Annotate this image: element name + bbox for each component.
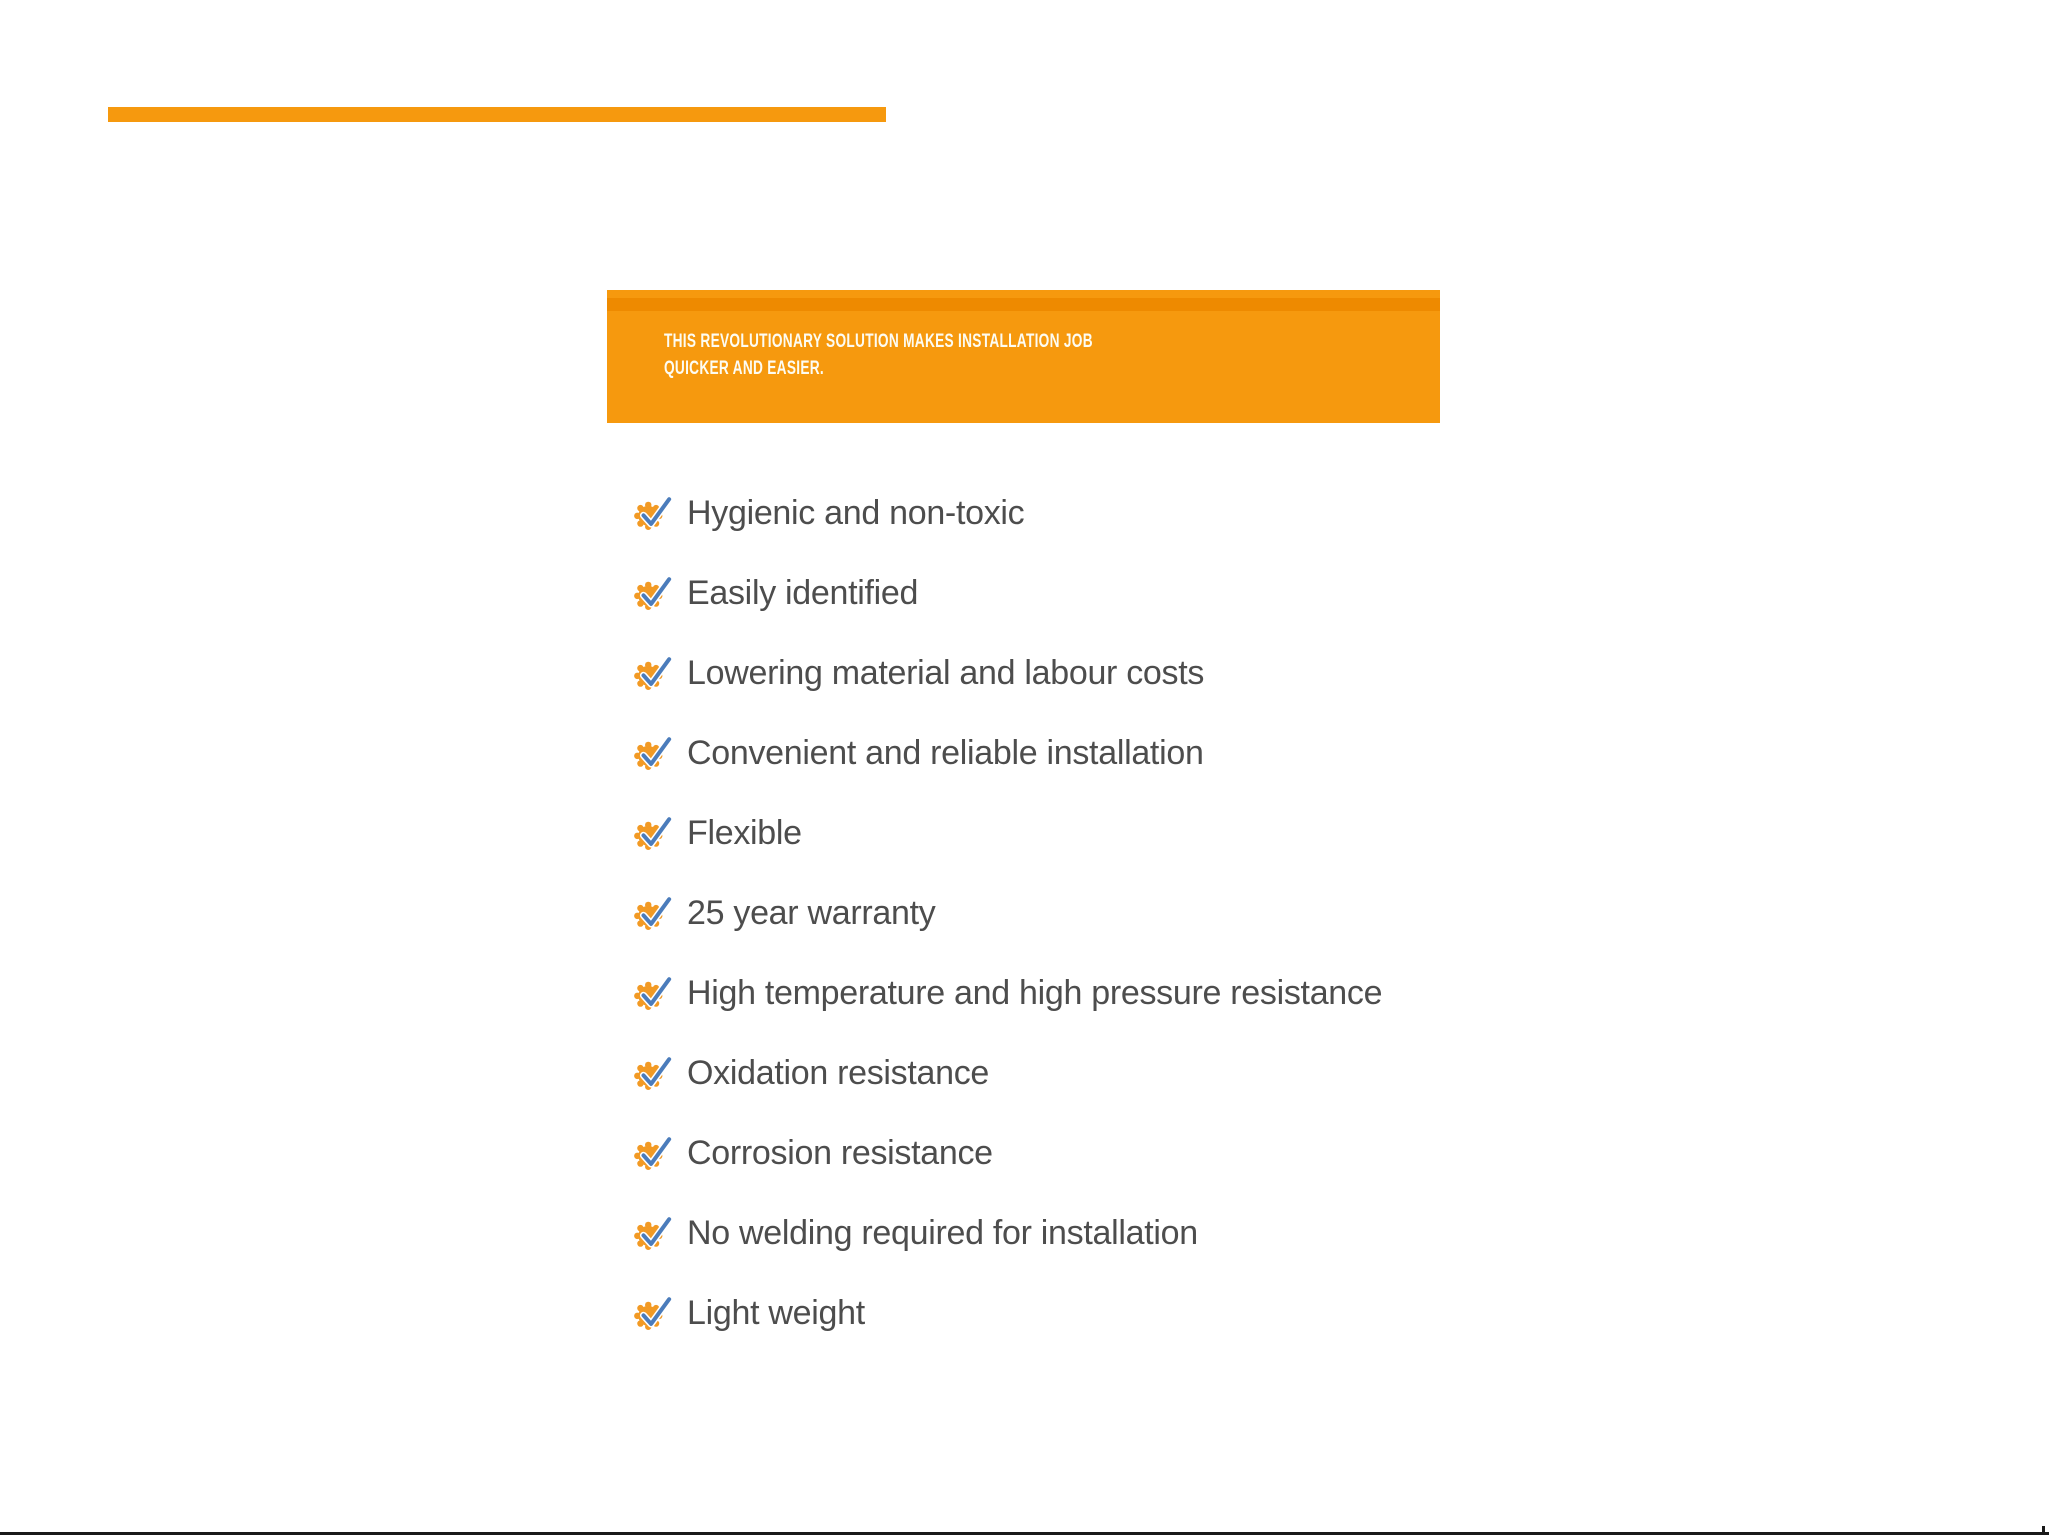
feature-label: Oxidation resistance [687,1053,990,1092]
feature-list-item [634,1193,1382,1273]
feature-label: Hygienic and non-toxic [687,493,1025,532]
feature-label: Easily identified [687,573,919,612]
bottom-right-tick [2042,1526,2045,1535]
feature-label: Flexible [687,813,802,852]
feature-label: Convenient and reliable installation [687,733,1204,772]
gear-check-icon [634,1214,672,1252]
feature-list-item [634,873,1382,953]
feature-list-item [634,953,1382,1033]
bottom-border-line [0,1532,2049,1535]
gear-check-icon [634,734,672,772]
feature-list-item [634,713,1382,793]
headline-text [664,328,1211,382]
gear-check-icon [634,894,672,932]
gear-check-icon [634,974,672,1012]
gear-check-icon [634,494,672,532]
feature-list-item [634,1033,1382,1113]
feature-list-item [634,793,1382,873]
feature-list-item [634,553,1382,633]
feature-list-item [634,473,1382,553]
headline-line-1: THIS REVOLUTIONARY SOLUTION MAKES INSTALLATION JOB [664,331,1093,352]
gear-check-icon [634,574,672,612]
feature-label: High temperature and high pressure resistance [687,973,1383,1012]
feature-label: Lowering material and labour costs [687,653,1205,692]
feature-label: No welding required for installation [687,1213,1198,1252]
gear-check-icon [634,814,672,852]
headline-line-2: QUICKER AND EASIER. [664,358,825,379]
feature-list-item [634,633,1382,713]
feature-list-item [634,1113,1382,1193]
gear-check-icon [634,654,672,692]
gear-check-icon [634,1294,672,1332]
feature-list-item [634,1273,1382,1353]
gear-check-icon [634,1134,672,1172]
headline-banner [607,290,1440,423]
feature-label: Light weight [687,1293,865,1332]
feature-label: Corrosion resistance [687,1133,993,1172]
gear-check-icon [634,1054,672,1092]
top-accent-bar [108,107,886,122]
feature-list [634,473,1382,1353]
feature-label: 25 year warranty [687,893,936,932]
